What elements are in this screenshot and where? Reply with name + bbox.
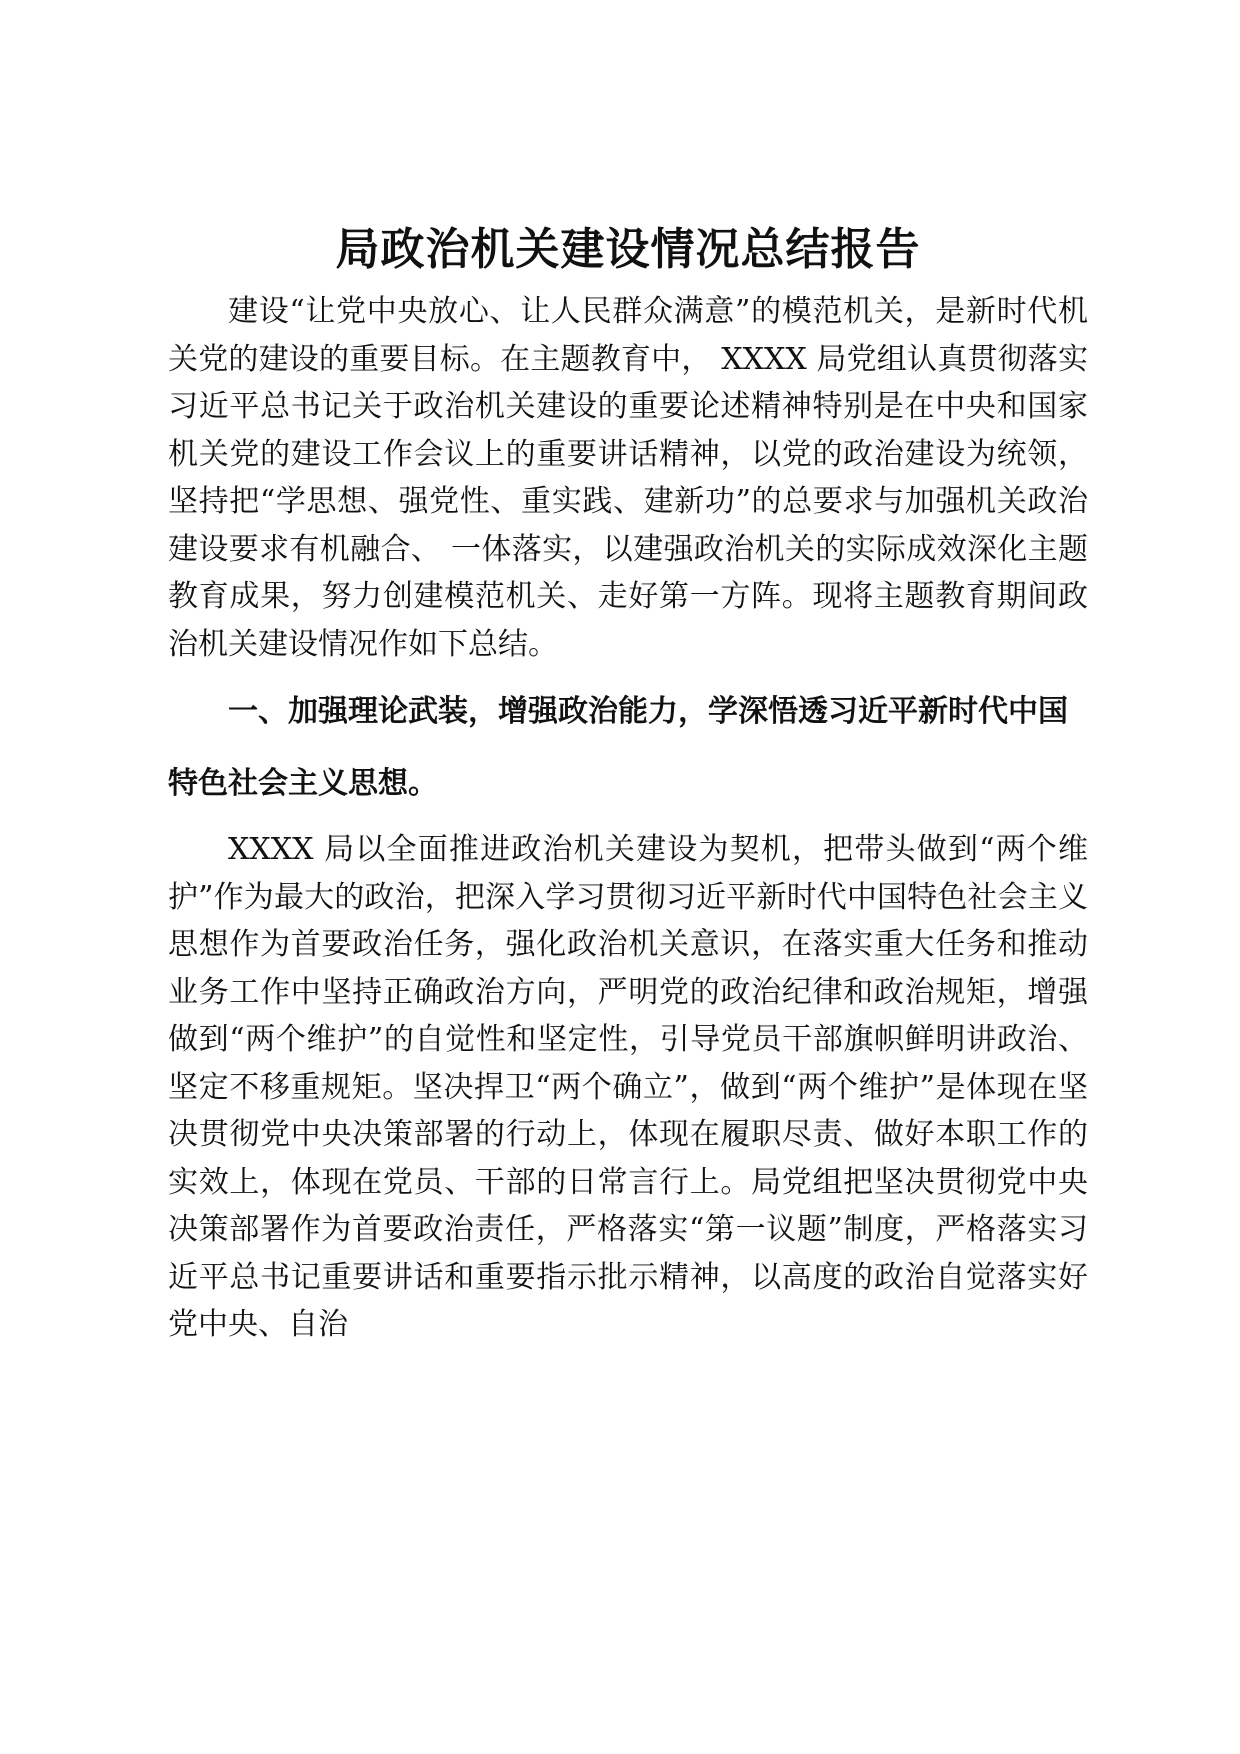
document-title: 局政治机关建设情况总结报告	[335, 224, 921, 275]
document-body	[168, 218, 1088, 1349]
section-heading: 一、加强理论武装，增强政治能力，学深悟透习近平新时代中国特色社会主义思想。	[168, 694, 1068, 801]
section-body-paragraph: XXXX 局以全面推进政治机关建设为契机，把带头做到“两个维护”作为最大的政治，把深入学习贯彻习近平新时代中国特色社会主义思想作为首要政治任务，强化政治机关意识，在落实重大任务和推动业务工作中坚持正确政治方向，严明党的政治纪律和政治规矩，增强做到“两个维护”的自觉性和坚定性，引导党员干部旗帜鲜明讲政治、坚定不移重规矩。坚决捍卫“两个确立”，做到“两个维护”是体现在坚决贯彻党中央决策部署的行动上，体现在履职尽责、做好本职工作的实效上，体现在党员、干部的日常言行上。局党组把坚决贯彻党中央决策部署作为首要政治责任，严格落实“第一议题”制度，严格落实习近平总书记重要讲话和重要指示批示精神，以高度的政治自觉落实好党中央、自治	[168, 832, 1088, 1342]
intro-paragraph: 建设“让党中央放心、让人民群众满意”的模范机关，是新时代机关党的建设的重要目标。在主题教育中， XXXX 局党组认真贯彻落实习近平总书记关于政治机关建设的重要论述精神特别是在中央和国家机关党的建设工作会议上的重要讲话精神，以党的政治建设为统领，坚持把“学思想、强党性、重实践、建新功”的总要求与加强机关政治建设要求有机融合、 一体落实，以建强政治机关的实际成效深化主题教育成果，努力创建模范机关、走好第一方阵。现将主题教育期间政治机关建设情况作如下总结。	[168, 294, 1088, 662]
